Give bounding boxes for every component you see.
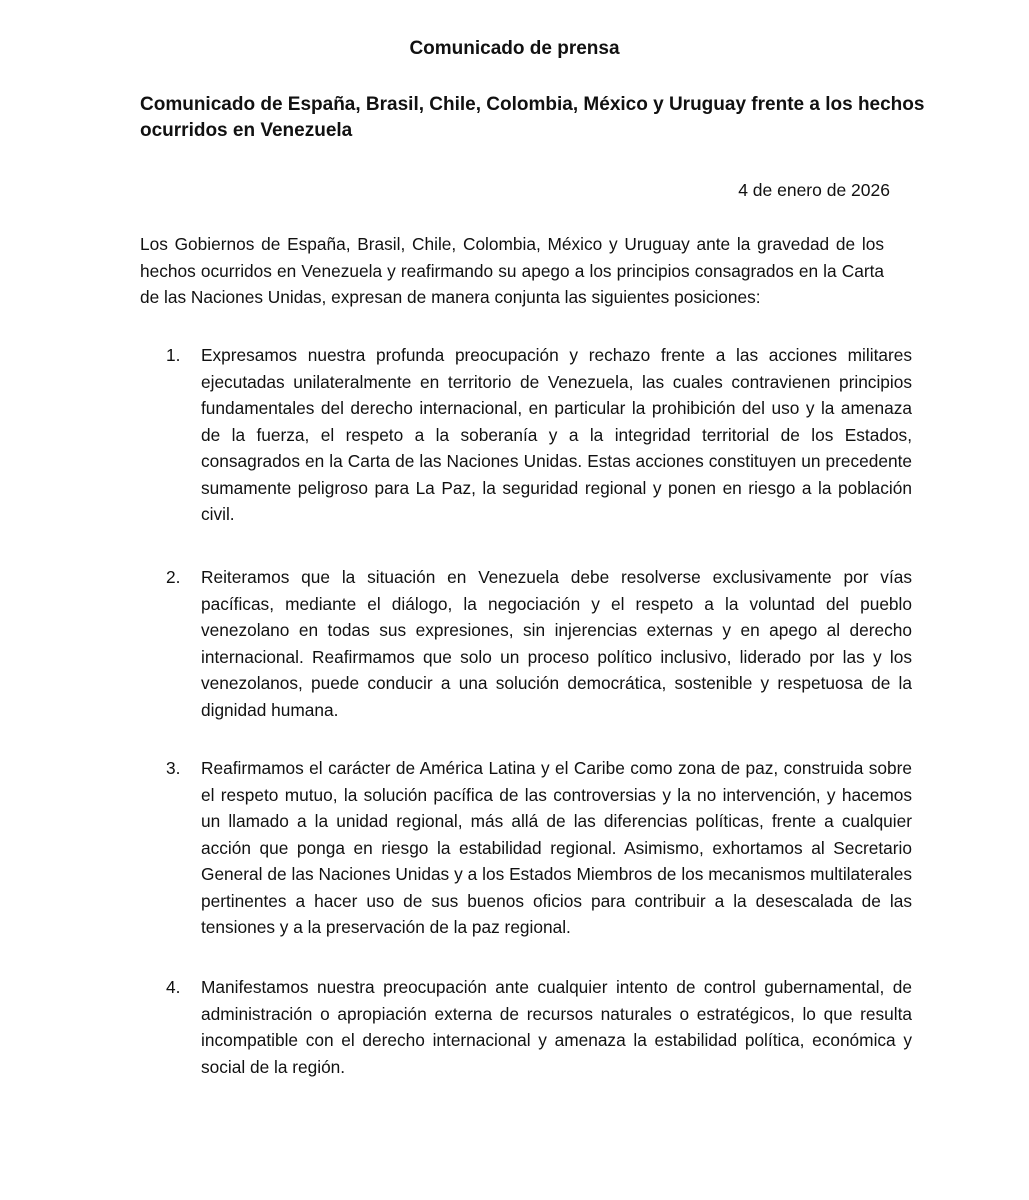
- item-number: 3.: [166, 758, 181, 778]
- item-text: Reafirmamos el carácter de América Latina y el Caribe como zona de paz, construida sobre el respeto mutuo, la solución pacífica de las controversias y la no intervención, y hacemos un llamado a la unidad regional, más allá de las diferencias políticas, frente a cualquier acción que ponga en riesgo la estabilidad regional. Asimismo, exhortamos al Secretario General de las Naciones Unidas y a los Estados Miembros de los mecanismos multilaterales pertinentes a hacer uso de sus buenos oficios para contribuir a la desescalada de las tensiones y a la preservación de la paz regional.: [201, 758, 912, 937]
- document-heading: Comunicado de España, Brasil, Chile, Colombia, México y Uruguay frente a los hechos ocurridos en Venezuela: [140, 94, 925, 141]
- intro-paragraph: Los Gobiernos de España, Brasil, Chile, Colombia, México y Uruguay ante la gravedad de los hechos ocurridos en Venezuela y reafirmando su apego a los principios consagrados en la Carta de las Naciones Unidas, expresan de manera conjunta las siguientes posiciones:: [140, 234, 884, 307]
- item-number: 1.: [166, 345, 181, 365]
- item-number: 4.: [166, 977, 181, 997]
- document-title: Comunicado de prensa: [409, 38, 620, 59]
- item-text: Manifestamos nuestra preocupación ante cualquier intento de control gubernamental, de administración o apropiación externa de recursos naturales o estratégicos, lo que resulta incompatible con el derecho internacional y amenaza la estabilidad política, económica y social de la región.: [201, 977, 912, 1077]
- numbered-item: [140, 755, 912, 941]
- numbered-item: [140, 974, 912, 1080]
- item-text: Reiteramos que la situación en Venezuela debe resolverse exclusivamente por vías pacíficas, mediante el diálogo, la negociación y el respeto a la voluntad del pueblo venezolano en todas sus expresiones, sin injerencias externas y en apego al derecho internacional. Reafirmamos que solo un proceso político inclusivo, liderado por las y los venezolanos, puede conducir a una solución democrática, sostenible y respetuosa de la dignidad humana.: [201, 567, 912, 720]
- item-text: Expresamos nuestra profunda preocupación y rechazo frente a las acciones militares ejecutadas unilateralmente en territorio de Venezuela, las cuales contravienen principios fundamentales del derecho internacional, en particular la prohibición del uso y la amenaza de la fuerza, el respeto a la soberanía y a la integridad territorial de los Estados, consagrados en la Carta de las Naciones Unidas. Estas acciones constituyen un precedente sumamente peligroso para La Paz, la seguridad regional y ponen en riesgo a la población civil.: [201, 345, 912, 524]
- numbered-item: [140, 564, 912, 723]
- numbered-item: [140, 342, 912, 528]
- item-number: 2.: [166, 567, 181, 587]
- document-date: 4 de enero de 2026: [738, 180, 890, 200]
